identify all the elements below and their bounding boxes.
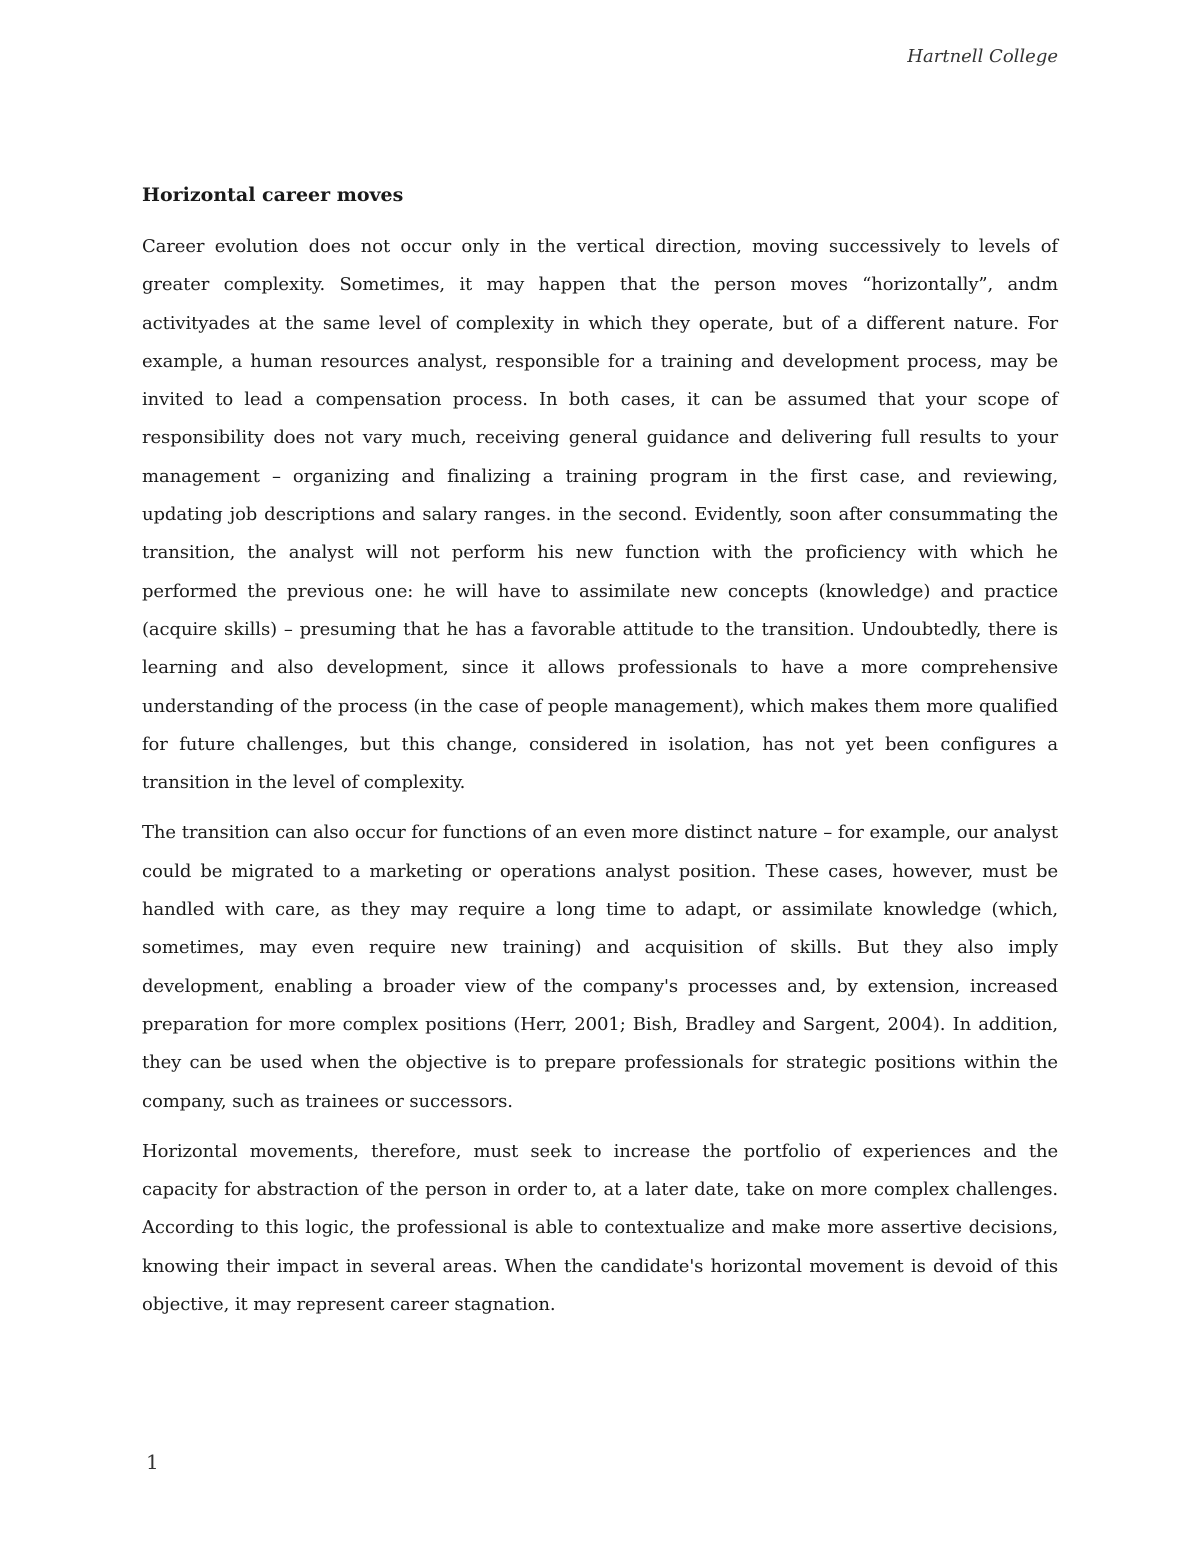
page-number: 1	[146, 1450, 159, 1474]
paragraph-3: Horizontal movements, therefore, must seek to increase the portfolio of experiences and the capacity for abstraction of the person in order to, at a later date, take on more complex challenges. According to this logic, the professional is able to contextualize and make more assertive decisions, knowing their impact in several areas. When the candidate's horizontal movement is devoid of this objective, it may represent career stagnation.	[142, 1140, 1058, 1316]
section-heading: Horizontal career moves	[142, 184, 404, 206]
page-header: Hartnell College	[907, 46, 1058, 67]
paragraph-2: The transition can also occur for functions of an even more distinct nature – for example, our analyst could be migrated to a marketing or operations analyst position. These cases, however, must be handled with care, as they may require a long time to adapt, or assimilate knowledge (which, sometimes, may even require new training) and acquisition of skills. But they also imply development, enabling a broader view of the company's processes and, by extension, increased preparation for more complex positions (Herr, 2001; Bish, Bradley and Sargent, 2004). In addition, they can be used when the objective is to prepare professionals for strategic positions within the company, such as trainees or successors.	[142, 822, 1058, 1112]
paragraph-1: Career evolution does not occur only in the vertical direction, moving successively to levels of greater complexity. Sometimes, it may happen that the person moves “horizontally”, andm activityades at the same level of complexity in which they operate, but of a different nature. For example, a human resources analyst, responsible for a training and development process, may be invited to lead a compensation process. In both cases, it can be assumed that your scope of responsibility does not vary much, receiving general guidance and delivering full results to your management – organizing and finalizing a training program in the first case, and reviewing, updating job descriptions and salary ranges. in the second. Evidently, soon after consummating the transition, the analyst will not perform his new function with the proficiency with which he performed the previous one: he will have to assimilate new concepts (knowledge) and practice (acquire skills) – presuming that he has a favorable attitude to the transition. Undoubtedly, there is learning and also development, since it allows professionals to have a more comprehensive understanding of the process (in the case of people management), which makes them more qualified for future challenges, but this change, considered in isolation, has not yet been configures a transition in the level of complexity.	[142, 236, 1058, 794]
document-body	[142, 180, 1058, 1336]
